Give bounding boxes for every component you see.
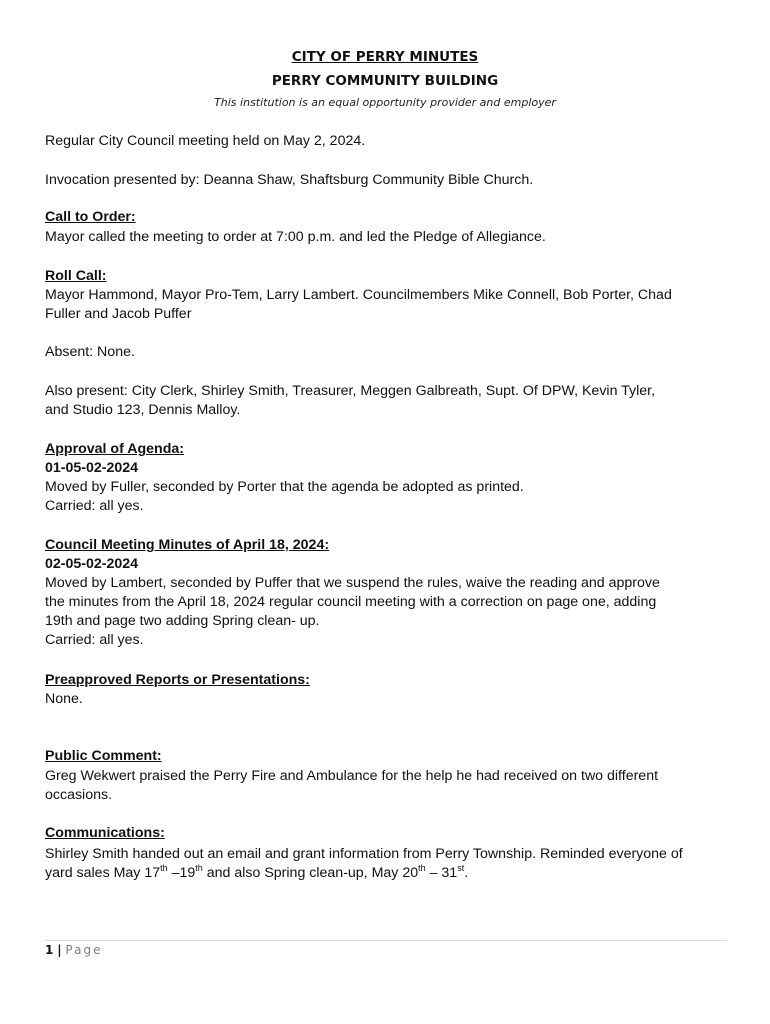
absent-text: Absent: None.: [45, 344, 135, 360]
page-number: 1: [45, 943, 54, 957]
ordinal-suffix: th: [418, 863, 426, 873]
agenda-motion-text: Moved by Fuller, seconded by Porter that the agenda be adopted as printed.: [45, 479, 524, 495]
approval-of-agenda-heading: Approval of Agenda:: [45, 441, 184, 457]
minutes-motion-number: 02-05-02-2024: [45, 556, 139, 572]
communications-text: yard sales May 17: [45, 865, 161, 881]
also-present-line: and Studio 123, Dennis Malloy.: [45, 402, 241, 418]
call-to-order-text: Mayor called the meeting to order at 7:00 p.m. and led the Pledge of Allegiance.: [45, 229, 546, 245]
document-title: CITY OF PERRY MINUTES: [291, 49, 479, 65]
council-minutes-heading: Council Meeting Minutes of April 18, 2024:: [45, 537, 330, 553]
equal-opportunity-note: This institution is an equal opportunity provider and employer: [214, 96, 556, 109]
communications-text: – 31: [425, 865, 458, 881]
agenda-motion-result: Carried: all yes.: [45, 498, 144, 514]
communications-heading: Communications:: [45, 825, 165, 841]
agenda-motion-number: 01-05-02-2024: [45, 460, 139, 476]
minutes-motion-line: 19th and page two adding Spring clean- up.: [45, 613, 320, 629]
communications-text: .: [464, 865, 469, 881]
document-subtitle: PERRY COMMUNITY BUILDING: [271, 73, 499, 89]
communications-line: Shirley Smith handed out an email and grant information from Perry Township. Reminded everyone of: [45, 846, 683, 862]
communications-text: and also Spring clean-up, May 20: [202, 865, 419, 881]
reports-text: None.: [45, 691, 83, 707]
public-comment-line: occasions.: [45, 787, 113, 803]
call-to-order-heading: Call to Order:: [45, 209, 136, 225]
communications-line: [45, 864, 735, 883]
minutes-motion-line: the minutes from the April 18, 2024 regular council meeting with a correction on page one, adding: [45, 594, 657, 610]
roll-call-line: Fuller and Jacob Puffer: [45, 306, 192, 322]
invocation-statement: Invocation presented by: Deanna Shaw, Shaftsburg Community Bible Church.: [45, 172, 534, 188]
roll-call-line: Mayor Hammond, Mayor Pro-Tem, Larry Lambert. Councilmembers Mike Connell, Bob Porter, Chad: [45, 287, 672, 303]
ordinal-suffix: st: [457, 863, 465, 873]
meeting-statement: Regular City Council meeting held on May 2, 2024.: [45, 133, 366, 149]
roll-call-heading: Roll Call:: [45, 268, 107, 284]
ordinal-suffix: th: [160, 863, 168, 873]
public-comment-line: Greg Wekwert praised the Perry Fire and Ambulance for the help he had received on two different: [45, 768, 659, 784]
reports-heading: Preapproved Reports or Presentations:: [45, 672, 310, 688]
public-comment-heading: Public Comment:: [45, 748, 162, 764]
page-footer: [45, 943, 102, 957]
minutes-motion-line: Moved by Lambert, seconded by Puffer that we suspend the rules, waive the reading and approve: [45, 575, 660, 591]
ordinal-suffix: th: [195, 863, 203, 873]
minutes-motion-result: Carried: all yes.: [45, 632, 144, 648]
communications-text: –19: [167, 865, 196, 881]
page-label: Page: [65, 943, 103, 957]
footer-divider: [45, 940, 727, 941]
also-present-line: Also present: City Clerk, Shirley Smith, Treasurer, Meggen Galbreath, Supt. Of DPW, Kevin Tyler,: [45, 383, 656, 399]
footer-separator: |: [57, 943, 62, 957]
